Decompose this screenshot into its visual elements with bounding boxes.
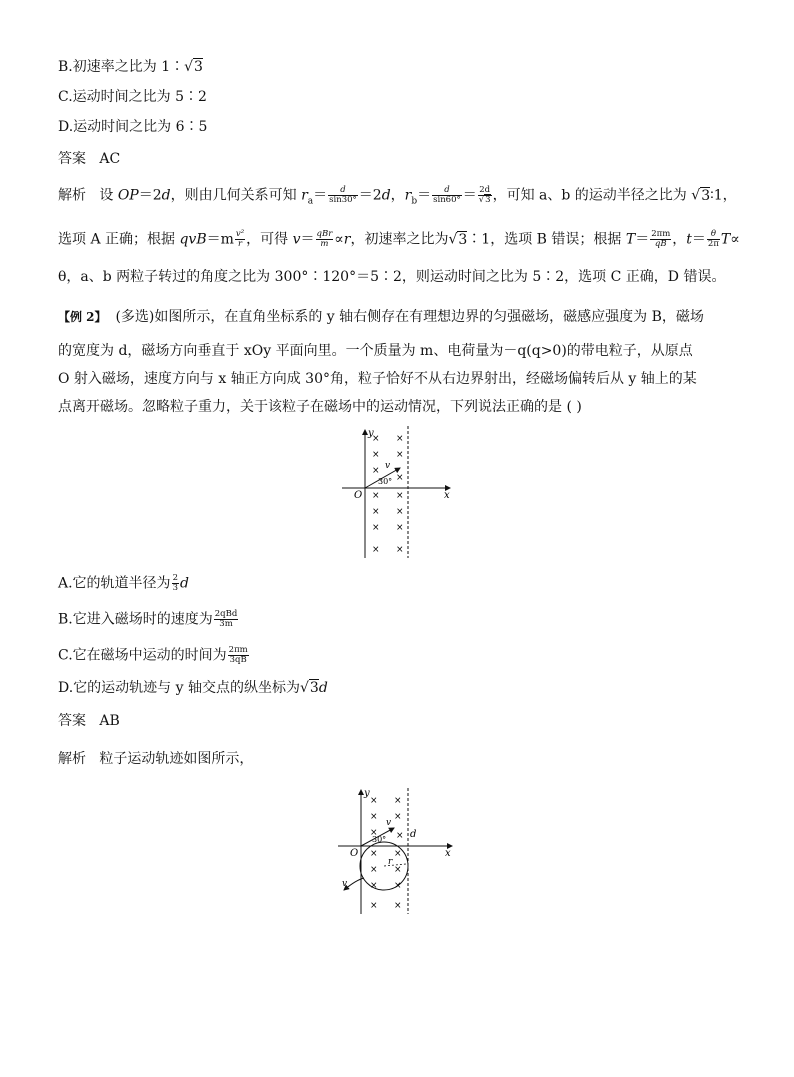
svg-text:×: × xyxy=(370,849,378,859)
figure-1 xyxy=(340,424,460,560)
svg-text:×: × xyxy=(396,473,404,483)
svg-text:×: × xyxy=(396,545,404,555)
option-c: C.运动时间之比为 5∶2 xyxy=(58,89,207,105)
svg-text:×: × xyxy=(370,796,378,806)
figure-2 xyxy=(336,786,460,916)
svg-text:×: × xyxy=(396,491,404,501)
svg-text:×: × xyxy=(372,491,380,501)
svg-text:×: × xyxy=(372,466,380,476)
svg-text:×: × xyxy=(372,545,380,555)
field-crosses xyxy=(370,796,404,911)
option-b: B.初速率之比为 1∶√3 xyxy=(58,59,203,75)
option-2-b: B.它进入磁场时的速度为 $\frac{\text{2qBd}}{3m}$ xyxy=(58,609,238,629)
example-2-line-4: 点离开磁场。忽略粒子重力，关于该粒子在磁场中的运动情况，下列说法正确的是 ( ) xyxy=(58,399,582,415)
answer-1: 答案 AC xyxy=(58,151,121,167)
r-label: r xyxy=(388,857,393,867)
svg-text:×: × xyxy=(394,812,402,822)
svg-text:×: × xyxy=(394,901,402,911)
analysis-1-line-3: θ，a、b 两粒子转过的角度之比为 300°∶120°＝5∶2，则运动时间之比为 5∶2，选项 C 正确，D 错误。 xyxy=(58,269,726,285)
svg-text:×: × xyxy=(370,828,378,838)
svg-text:×: × xyxy=(396,434,404,444)
option-2-c: C.它在磁场中运动的时间为 $\frac{2\pi m}{3qB}$ xyxy=(58,645,248,665)
svg-text:×: × xyxy=(396,523,404,533)
angle-label: 30° xyxy=(372,835,387,844)
svg-text:×: × xyxy=(370,865,378,875)
analysis-2: 解析 粒子运动轨迹如图所示， xyxy=(58,751,254,767)
option-2-d: D.它的运动轨迹与 y 轴交点的纵坐标为√3d xyxy=(58,680,328,696)
svg-text:×: × xyxy=(394,865,402,875)
svg-text:×: × xyxy=(372,507,380,517)
x-label: x xyxy=(444,490,450,501)
x-label: x xyxy=(445,848,451,859)
svg-text:×: × xyxy=(372,434,380,444)
svg-text:×: × xyxy=(394,849,402,859)
option-d: D.运动时间之比为 6∶5 xyxy=(58,119,208,135)
example-2-line-3: O 射入磁场，速度方向与 x 轴正方向成 30°角，粒子恰好不从右边界射出，经磁场偏转后从 y 轴上的某 xyxy=(58,371,697,387)
answer-2: 答案 AB xyxy=(58,713,120,729)
y-label: y xyxy=(364,788,370,799)
v-label: v xyxy=(386,818,392,828)
svg-text:×: × xyxy=(370,812,378,822)
v-out-label: v xyxy=(342,879,348,889)
svg-text:×: × xyxy=(396,831,404,841)
svg-text:×: × xyxy=(370,901,378,911)
svg-text:×: × xyxy=(372,523,380,533)
analysis-1-line-1: 解析 设 OP＝2d，则由几何关系可知 $r_a=$ $\frac{d}{\sin 30^\circ}$ ＝2d，$r_b=$ $\frac{d}{\sin 60^\circ}$ ＝ $\frac{2d}{√3}$ ，可知 a、b 的运动半径之比为 √3∶1， xyxy=(58,185,737,207)
svg-text:×: × xyxy=(394,796,402,806)
svg-text:×: × xyxy=(394,881,402,891)
angle-label: 30° xyxy=(378,477,393,486)
example-2-line-1: 【例 2】 (多选)如图所示，在直角坐标系的 y 轴右侧存在有理想边界的匀强磁场，磁感应强度为 B，磁场 xyxy=(58,309,704,325)
field-crosses xyxy=(372,434,404,555)
svg-text:×: × xyxy=(372,450,380,460)
origin-label: O xyxy=(350,848,359,859)
analysis-1-line-2: 选项 A 正确；根据 qvB＝m $\frac{\text{v²}}{r}$ ，可得 v＝ $\frac{\text{qBr}}{m}$ ∝r，初速率之比为√3∶1，选项 B 错误；根据 T＝ $\frac{2\pi m}{qB}$ ，t＝ $\frac{\theta}{2\pi}$ T∝ xyxy=(58,229,740,249)
example-2-line-2: 的宽度为 d，磁场方向垂直于 xOy 平面向里。一个质量为 m、电荷量为－q(q>0)的带电粒子，从原点 xyxy=(58,343,693,359)
option-2-a: A.它的轨道半径为 $\frac{2}{3}$ d xyxy=(58,573,189,593)
svg-text:×: × xyxy=(370,881,378,891)
origin-label: O xyxy=(354,490,363,501)
d-label: d xyxy=(410,829,417,840)
v-label: v xyxy=(385,461,391,471)
svg-text:×: × xyxy=(396,450,404,460)
svg-text:×: × xyxy=(396,507,404,517)
y-label: y xyxy=(368,428,374,439)
